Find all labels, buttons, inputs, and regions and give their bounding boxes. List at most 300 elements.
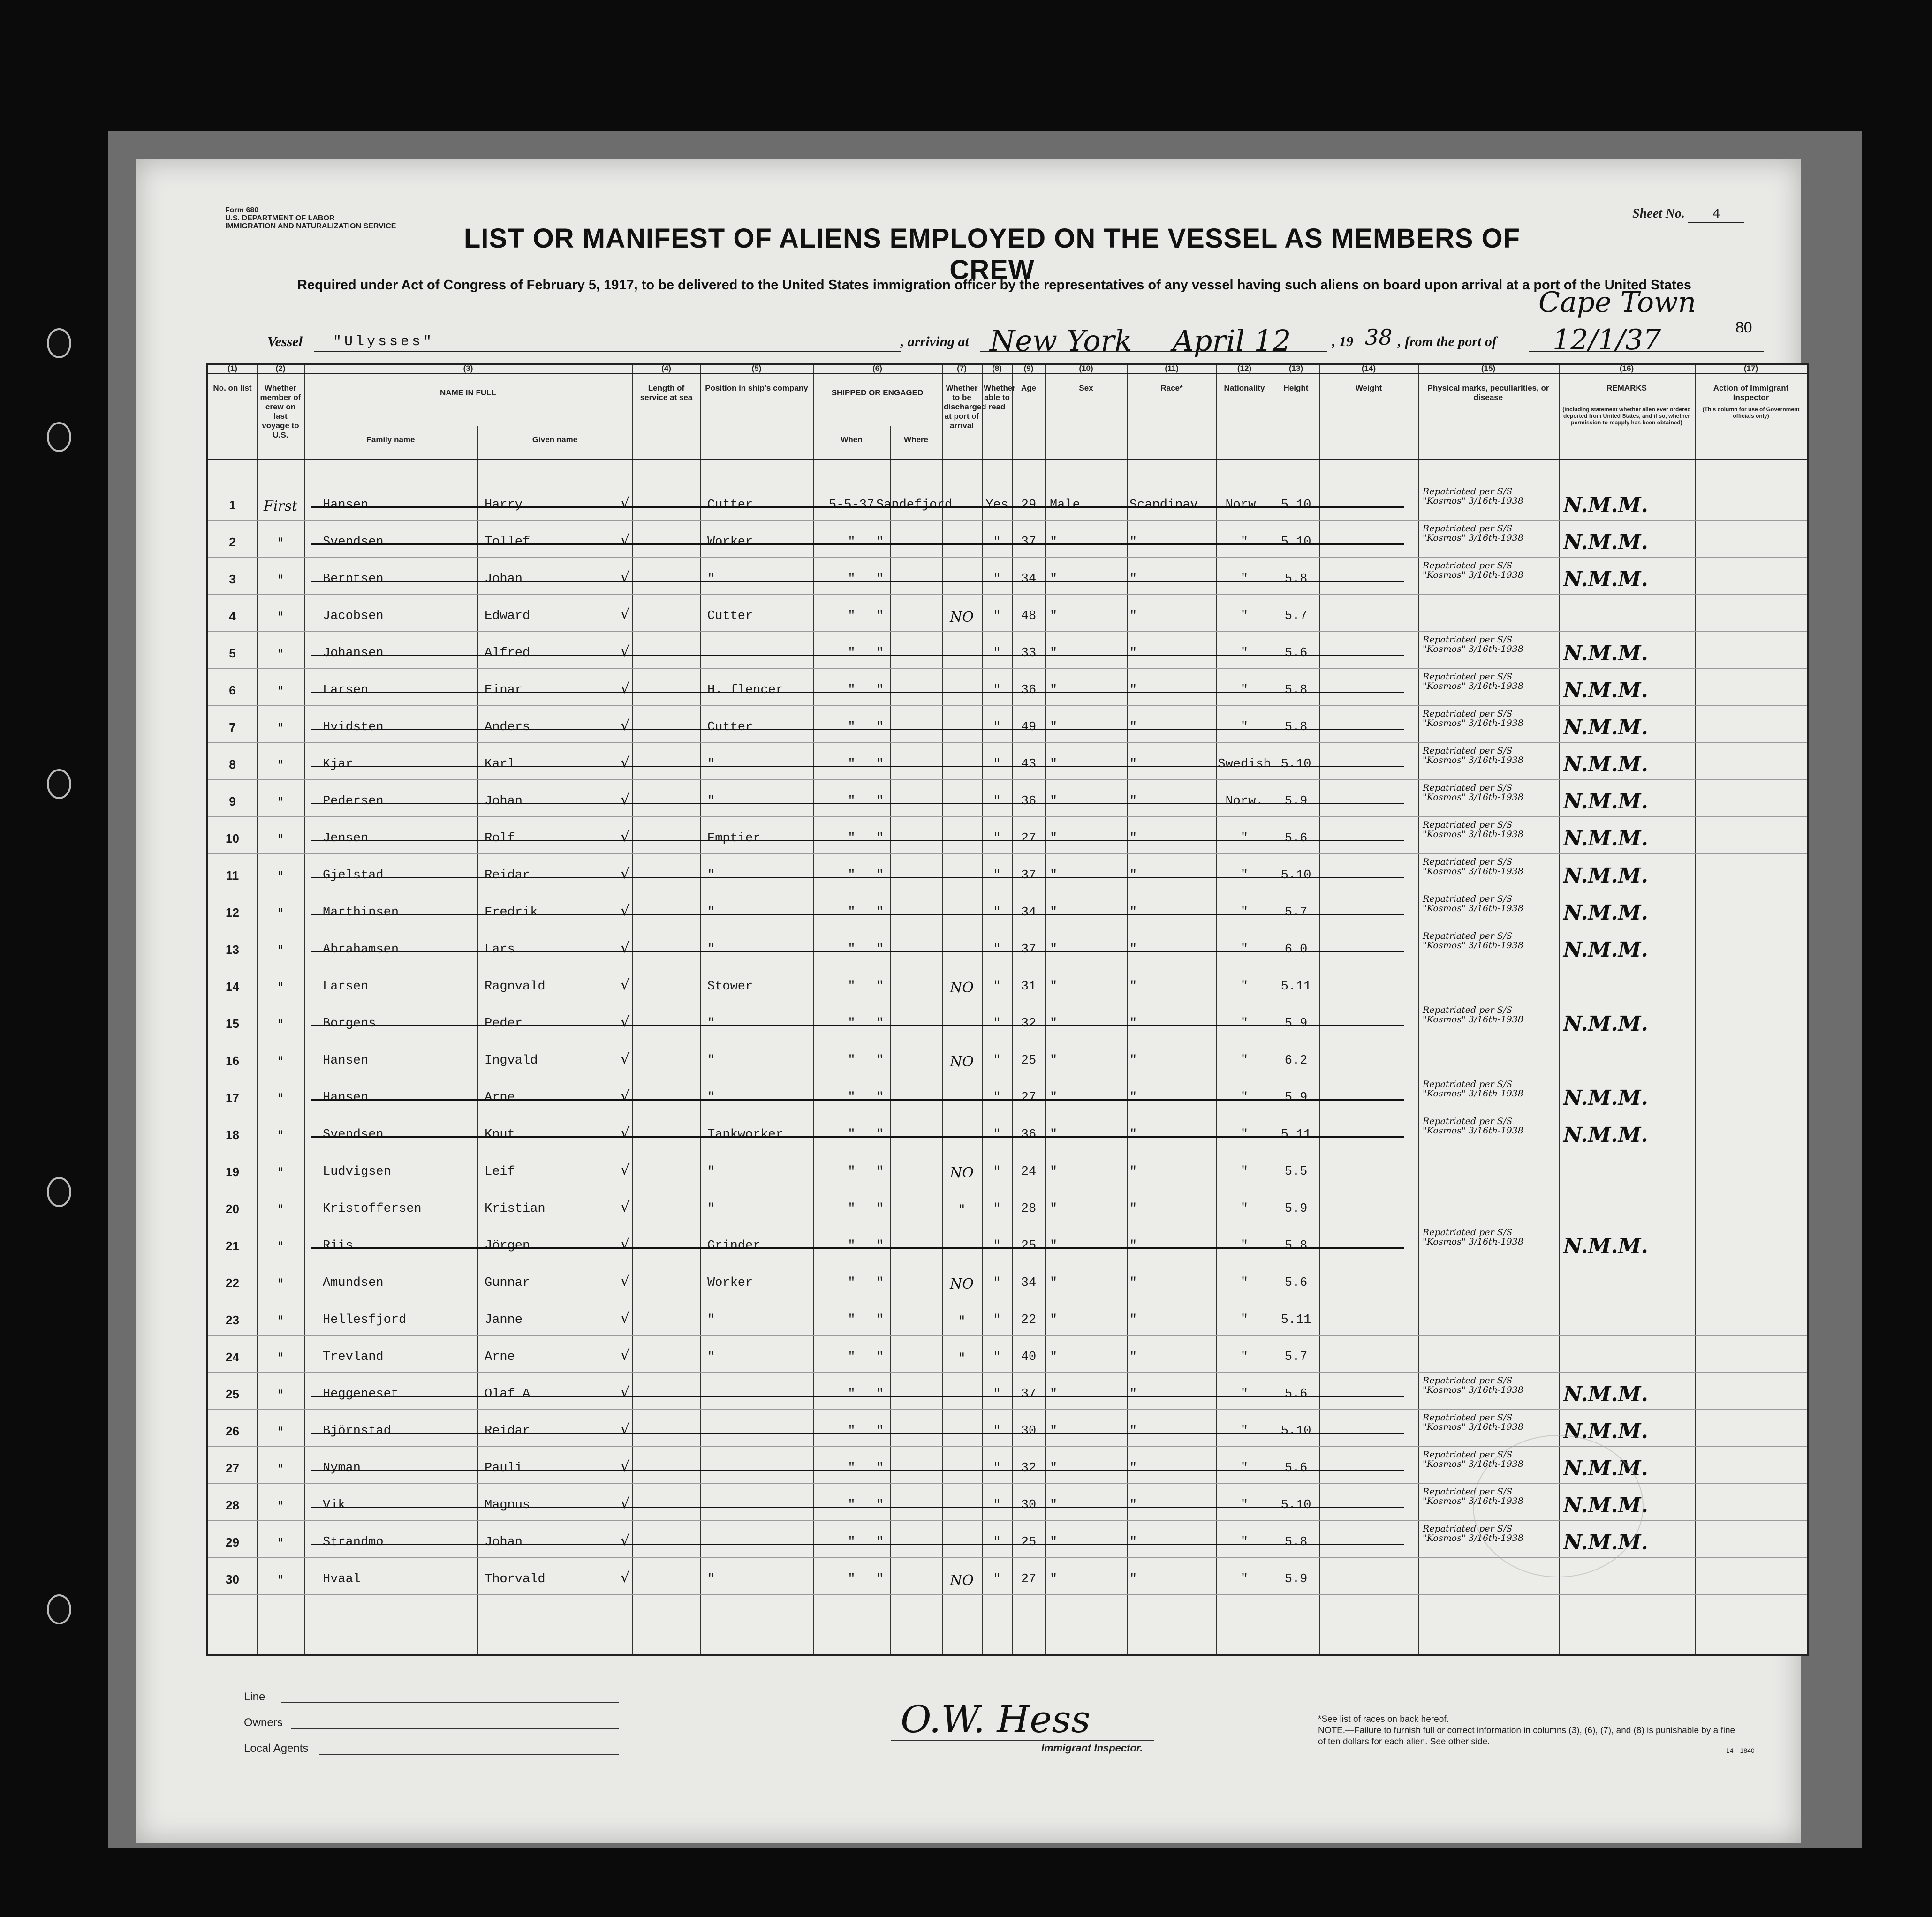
cell-position: " xyxy=(707,757,715,771)
cell-crew: " xyxy=(277,1128,284,1144)
strike-through-line xyxy=(311,1136,1404,1138)
cell-nationality: " xyxy=(1240,868,1249,883)
cell-when: " xyxy=(848,794,856,808)
cell-age: 34 xyxy=(1021,572,1037,586)
check-mark-icon: √ xyxy=(621,1125,630,1141)
cell-when: " xyxy=(848,831,856,845)
cell-sex: " xyxy=(1050,1165,1058,1179)
cell-race: " xyxy=(1129,720,1137,734)
cell-crew: First xyxy=(263,498,298,514)
cell-position: Grinder xyxy=(707,1239,761,1253)
table-row xyxy=(208,1117,1807,1154)
table-row xyxy=(208,487,1807,524)
cell-race: Scandinav xyxy=(1129,498,1198,512)
cell-no: 21 xyxy=(226,1239,239,1253)
cell-read: " xyxy=(993,609,1001,623)
cell-given: Magnus xyxy=(485,1498,530,1512)
column-number: (5) xyxy=(751,364,762,373)
cell-height: 5.10 xyxy=(1280,498,1311,512)
cell-nationality: " xyxy=(1240,831,1249,845)
cell-family: Jensen xyxy=(323,831,369,845)
cell-no: 14 xyxy=(226,980,239,994)
cell-where: " xyxy=(876,1017,884,1031)
cell-where: " xyxy=(876,757,884,771)
cell-nationality: " xyxy=(1240,1572,1249,1586)
cell-age: 36 xyxy=(1021,794,1037,808)
cell-nationality: " xyxy=(1240,1424,1249,1438)
cell-action: N.M.M. xyxy=(1563,864,1648,888)
cell-given: Leif xyxy=(485,1165,515,1179)
cell-position: Worker xyxy=(707,1276,753,1290)
column-subheader: Given name xyxy=(532,435,578,444)
cell-position: " xyxy=(707,1091,715,1105)
line-label: Line xyxy=(244,1691,265,1703)
cell-discharge: NO xyxy=(950,1165,974,1181)
cell-when: " xyxy=(848,1054,856,1068)
cell-age: 37 xyxy=(1021,943,1037,957)
cell-height: 5.10 xyxy=(1280,757,1311,771)
cell-given: Kristian xyxy=(485,1202,546,1216)
cell-nationality: " xyxy=(1240,943,1249,957)
cell-crew: " xyxy=(277,794,284,811)
cell-nationality: " xyxy=(1240,609,1249,623)
cell-race: " xyxy=(1129,1276,1137,1290)
cell-given: Rolf xyxy=(485,831,515,845)
cell-where: " xyxy=(876,535,884,549)
cell-where: " xyxy=(876,1239,884,1253)
cell-where: " xyxy=(876,794,884,808)
cell-race: " xyxy=(1129,1350,1137,1364)
cell-family: Svendsen xyxy=(323,535,384,549)
cell-position: " xyxy=(707,1054,715,1068)
cell-where: " xyxy=(876,906,884,920)
arriving-label: , arriving at xyxy=(901,334,969,349)
table-row xyxy=(208,746,1807,783)
cell-nationality: " xyxy=(1240,1350,1249,1364)
cell-read: " xyxy=(993,720,1001,734)
cell-read: " xyxy=(993,1313,1001,1327)
cell-when: 5-5-37 xyxy=(828,498,875,512)
cell-action: N.M.M. xyxy=(1563,493,1648,517)
cell-when: " xyxy=(848,757,856,771)
cell-family: Gjelstad xyxy=(323,868,384,883)
column-header: Sex xyxy=(1079,384,1093,392)
table-row xyxy=(208,931,1807,968)
strike-through-line xyxy=(311,1433,1404,1434)
cell-height: 5.7 xyxy=(1284,1350,1308,1364)
cell-read: Yes xyxy=(985,498,1008,512)
cell-sex: " xyxy=(1050,1017,1058,1031)
cell-read: " xyxy=(993,1350,1001,1364)
cell-remarks: Repatriated per S/S "Kosmos" 3/16th-1938 xyxy=(1423,523,1523,543)
cell-race: " xyxy=(1129,1387,1137,1401)
cell-height: 6.2 xyxy=(1284,1054,1308,1068)
cell-crew: " xyxy=(277,1498,284,1515)
check-mark-icon: √ xyxy=(621,792,630,808)
cell-position: " xyxy=(707,868,715,883)
cell-when: " xyxy=(848,868,856,883)
cell-where: Sandefjord xyxy=(876,498,953,512)
cell-nationality: " xyxy=(1240,535,1249,549)
column-number: (17) xyxy=(1743,364,1758,373)
cell-crew: " xyxy=(277,1239,284,1255)
cell-remarks: Repatriated per S/S "Kosmos" 3/16th-1938 xyxy=(1423,1079,1523,1099)
cell-family: Björnstad xyxy=(323,1424,391,1438)
cell-given: Thorvald xyxy=(485,1572,546,1586)
cell-read: " xyxy=(993,1387,1001,1401)
cell-height: 5.10 xyxy=(1280,868,1311,883)
column-number: (14) xyxy=(1361,364,1376,373)
cell-where: " xyxy=(876,1572,884,1586)
cell-given: Reidar xyxy=(485,1424,530,1438)
cell-nationality: Swedish xyxy=(1218,757,1271,771)
cell-no: 17 xyxy=(226,1091,239,1105)
cell-height: 5.11 xyxy=(1280,1128,1311,1142)
cell-when: " xyxy=(848,1350,856,1364)
cell-action: N.M.M. xyxy=(1563,1234,1648,1258)
column-header: Nationality xyxy=(1224,384,1265,392)
cell-sex: " xyxy=(1050,1572,1058,1586)
cell-age: 37 xyxy=(1021,535,1037,549)
column-number: (8) xyxy=(992,364,1002,373)
cell-when: " xyxy=(848,1128,856,1142)
cell-family: Larsen xyxy=(323,683,369,697)
column-subheader: Where xyxy=(904,435,928,444)
cell-age: 27 xyxy=(1021,1572,1037,1586)
column-header: Age xyxy=(1021,384,1037,392)
cell-family: Hvaal xyxy=(323,1572,361,1586)
footnote-penalty: NOTE.—Failure to furnish full or correct information in columns (3), (6), (7), and (8) is punishable by a fine of ten dollars for each alien. See other side. xyxy=(1318,1726,1735,1747)
table-row xyxy=(208,709,1807,746)
cell-position: " xyxy=(707,1165,715,1179)
cell-remarks: Repatriated per S/S "Kosmos" 3/16th-1938 xyxy=(1423,931,1523,951)
cell-crew: " xyxy=(277,1350,284,1366)
cell-action: N.M.M. xyxy=(1563,679,1648,702)
check-mark-icon: √ xyxy=(621,1310,630,1327)
cell-crew: " xyxy=(277,1054,284,1070)
table-row xyxy=(208,1005,1807,1042)
cell-nationality: " xyxy=(1240,1276,1249,1290)
cell-remarks: Repatriated per S/S "Kosmos" 3/16th-1938 xyxy=(1423,709,1523,728)
cell-age: 34 xyxy=(1021,906,1037,920)
cell-crew: " xyxy=(277,1424,284,1441)
column-note: (Including statement whether alien ever ordered deported from United States, and if so, whether permission to reapply has been obtained) xyxy=(1562,406,1691,426)
strike-through-line xyxy=(311,1099,1404,1101)
cell-race: " xyxy=(1129,980,1137,994)
cell-age: 37 xyxy=(1021,1387,1037,1401)
cell-family: Nyman xyxy=(323,1461,361,1475)
cell-crew: " xyxy=(277,720,284,737)
cell-where: " xyxy=(876,646,884,660)
cell-nationality: " xyxy=(1240,980,1249,994)
check-mark-icon: √ xyxy=(621,940,630,956)
cell-sex: " xyxy=(1050,757,1058,771)
strike-through-line xyxy=(311,840,1404,841)
column-subheader: Family name xyxy=(366,435,415,444)
strike-through-line xyxy=(311,914,1404,915)
cell-height: 5.8 xyxy=(1284,572,1308,586)
strike-through-line xyxy=(311,951,1404,952)
cell-family: Johansen xyxy=(323,646,384,660)
cell-remarks: Repatriated per S/S "Kosmos" 3/16th-1938 xyxy=(1423,1227,1523,1247)
cell-read: " xyxy=(993,572,1001,586)
cell-family: Amundsen xyxy=(323,1276,384,1290)
cell-race: " xyxy=(1129,535,1137,549)
page-title: LIST OR MANIFEST OF ALIENS EMPLOYED ON THE VESSEL AS MEMBERS OF CREW xyxy=(463,223,1521,285)
cell-given: Olaf A xyxy=(485,1387,530,1401)
cell-position: Tankworker xyxy=(707,1128,784,1142)
cell-no: 12 xyxy=(226,906,239,920)
cell-sex: " xyxy=(1050,794,1058,808)
cell-family: Svendsen xyxy=(323,1128,384,1142)
cell-crew: " xyxy=(277,980,284,996)
cell-age: 40 xyxy=(1021,1350,1037,1364)
cell-race: " xyxy=(1129,1165,1137,1179)
check-mark-icon: √ xyxy=(621,643,630,660)
check-mark-icon: √ xyxy=(621,1570,630,1586)
cell-where: " xyxy=(876,1498,884,1512)
column-header: Whether able to read xyxy=(984,384,1015,411)
form-code: 14—1840 xyxy=(1726,1747,1755,1754)
cell-age: 25 xyxy=(1021,1535,1037,1549)
sheet-number-label: Sheet No. xyxy=(1632,206,1685,221)
cell-discharge: NO xyxy=(950,1572,974,1589)
cell-family: Hansen xyxy=(323,1091,369,1105)
check-mark-icon: √ xyxy=(621,866,630,882)
cell-sex: " xyxy=(1050,1535,1058,1549)
cell-race: " xyxy=(1129,794,1137,808)
cell-no: 20 xyxy=(226,1202,239,1216)
cell-height: 5.8 xyxy=(1284,1239,1308,1253)
cell-given: Janne xyxy=(485,1313,523,1327)
cell-height: 5.6 xyxy=(1284,1276,1308,1290)
cell-where: " xyxy=(876,1535,884,1549)
cell-crew: " xyxy=(277,1017,284,1033)
year-prefix: , 19 xyxy=(1332,334,1353,349)
cell-crew: " xyxy=(277,1276,284,1292)
check-mark-icon: √ xyxy=(621,1532,630,1549)
cell-where: " xyxy=(876,1165,884,1179)
footnote-races: *See list of races on back hereof. xyxy=(1318,1714,1449,1724)
voyage-line xyxy=(244,286,1792,358)
strike-through-line xyxy=(311,692,1404,693)
binder-hole-icon xyxy=(47,1177,71,1207)
cell-age: 36 xyxy=(1021,1128,1037,1142)
agency-name: U.S. DEPARTMENT OF LABOR xyxy=(225,214,335,222)
cell-when: " xyxy=(848,683,856,697)
cell-age: 48 xyxy=(1021,609,1037,623)
cell-race: " xyxy=(1129,943,1137,957)
column-header: Action of Immigrant Inspector xyxy=(1713,384,1789,402)
arrival-date: April 12 xyxy=(1173,324,1291,358)
cell-age: 24 xyxy=(1021,1165,1037,1179)
cell-where: " xyxy=(876,1313,884,1327)
cell-family: Berntsen xyxy=(323,572,384,586)
cell-where: " xyxy=(876,683,884,697)
column-number: (4) xyxy=(661,364,671,373)
footnote xyxy=(1318,1714,1740,1748)
cell-remarks: Repatriated per S/S "Kosmos" 3/16th-1938 xyxy=(1423,1412,1523,1432)
binder-hole-icon xyxy=(47,328,71,358)
cell-race: " xyxy=(1129,831,1137,845)
cell-age: 30 xyxy=(1021,1424,1037,1438)
cell-position: Stower xyxy=(707,980,753,994)
cell-position: Emptier xyxy=(707,831,761,845)
cell-read: " xyxy=(993,757,1001,771)
cell-race: " xyxy=(1129,1017,1137,1031)
cell-position: " xyxy=(707,794,715,808)
signature-caption: Immigrant Inspector. xyxy=(1041,1742,1143,1754)
cell-race: " xyxy=(1129,609,1137,623)
cell-crew: " xyxy=(277,1387,284,1404)
cell-given: Knut xyxy=(485,1128,515,1142)
cell-family: Kristoffersen xyxy=(323,1202,422,1216)
cell-given: Einar xyxy=(485,683,523,697)
cell-race: " xyxy=(1129,1091,1137,1105)
check-mark-icon: √ xyxy=(621,569,630,586)
cell-no: 6 xyxy=(229,683,236,697)
cell-remarks: Repatriated per S/S "Kosmos" 3/16th-1938 xyxy=(1423,1116,1523,1136)
cell-age: 36 xyxy=(1021,683,1037,697)
cell-height: 5.8 xyxy=(1284,1535,1308,1549)
cell-family: Vik xyxy=(323,1498,346,1512)
cell-no: 1 xyxy=(229,498,236,512)
cell-sex: " xyxy=(1050,980,1058,994)
strike-through-line xyxy=(311,1507,1404,1508)
cell-sex: Male xyxy=(1050,498,1080,512)
cell-height: 5.9 xyxy=(1284,1091,1308,1105)
cell-action: N.M.M. xyxy=(1563,753,1648,777)
cell-remarks: Repatriated per S/S "Kosmos" 3/16th-1938 xyxy=(1423,1449,1523,1469)
from-label: , from the port of xyxy=(1398,334,1497,349)
cell-discharge: " xyxy=(958,1202,965,1218)
cell-height: 5.10 xyxy=(1280,535,1311,549)
cell-given: Fredrik xyxy=(485,906,538,920)
cell-when: " xyxy=(848,1313,856,1327)
cell-where: " xyxy=(876,1202,884,1216)
cell-height: 5.5 xyxy=(1284,1165,1308,1179)
cell-sex: " xyxy=(1050,1054,1058,1068)
vessel-name: "Ulysses" xyxy=(333,334,435,350)
cell-nationality: " xyxy=(1240,683,1249,697)
cell-where: " xyxy=(876,1128,884,1142)
cell-crew: " xyxy=(277,1091,284,1107)
cell-read: " xyxy=(993,1202,1001,1216)
cell-race: " xyxy=(1129,757,1137,771)
table-row xyxy=(208,672,1807,709)
cell-family: Ludvigsen xyxy=(323,1165,391,1179)
cell-when: " xyxy=(848,1276,856,1290)
cell-position: " xyxy=(707,1313,715,1327)
cell-where: " xyxy=(876,831,884,845)
cell-when: " xyxy=(848,572,856,586)
strike-through-line xyxy=(311,803,1404,804)
cell-when: " xyxy=(848,1461,856,1475)
cell-age: 25 xyxy=(1021,1239,1037,1253)
cell-no: 28 xyxy=(226,1498,239,1512)
strike-through-line xyxy=(311,1247,1404,1249)
cell-race: " xyxy=(1129,906,1137,920)
cell-position: Cutter xyxy=(707,498,753,512)
cell-crew: " xyxy=(277,868,284,885)
cell-sex: " xyxy=(1050,1387,1058,1401)
cell-read: " xyxy=(993,831,1001,845)
cell-race: " xyxy=(1129,1128,1137,1142)
cell-read: " xyxy=(993,868,1001,883)
cell-position: " xyxy=(707,943,715,957)
cell-age: 37 xyxy=(1021,868,1037,883)
cell-nationality: " xyxy=(1240,1387,1249,1401)
cell-sex: " xyxy=(1050,609,1058,623)
cell-sex: " xyxy=(1050,1202,1058,1216)
cell-action: N.M.M. xyxy=(1563,1419,1648,1443)
cell-where: " xyxy=(876,720,884,734)
cell-nationality: " xyxy=(1240,572,1249,586)
cell-no: 8 xyxy=(229,757,236,771)
cell-given: Anders xyxy=(485,720,530,734)
cell-action: N.M.M. xyxy=(1563,716,1648,740)
cell-remarks: Repatriated per S/S "Kosmos" 3/16th-1938 xyxy=(1423,1375,1523,1395)
check-mark-icon: √ xyxy=(621,977,630,993)
cell-nationality: " xyxy=(1240,1054,1249,1068)
cell-age: 32 xyxy=(1021,1017,1037,1031)
cell-race: " xyxy=(1129,646,1137,660)
cell-crew: " xyxy=(277,831,284,848)
cell-where: " xyxy=(876,1091,884,1105)
cell-nationality: " xyxy=(1240,720,1249,734)
binder-hole-icon xyxy=(47,1594,71,1624)
strike-through-line xyxy=(311,729,1404,730)
cell-sex: " xyxy=(1050,572,1058,586)
table-row xyxy=(208,857,1807,894)
cell-given: Johan xyxy=(485,794,523,808)
cell-age: 22 xyxy=(1021,1313,1037,1327)
cell-remarks: Repatriated per S/S "Kosmos" 3/16th-1938 xyxy=(1423,634,1523,654)
cell-given: Alfred xyxy=(485,646,530,660)
cell-position: Cutter xyxy=(707,609,753,623)
cell-race: " xyxy=(1129,1498,1137,1512)
cell-no: 11 xyxy=(226,868,239,883)
binder-hole-icon xyxy=(47,769,71,799)
column-number: (3) xyxy=(463,364,473,373)
cell-given: Reidar xyxy=(485,868,530,883)
cell-no: 24 xyxy=(226,1350,239,1364)
cell-read: " xyxy=(993,943,1001,957)
check-mark-icon: √ xyxy=(621,1088,630,1104)
cell-no: 19 xyxy=(226,1165,239,1179)
cell-when: " xyxy=(848,1572,856,1586)
cell-sex: " xyxy=(1050,1461,1058,1475)
cell-race: " xyxy=(1129,1054,1137,1068)
cell-no: 29 xyxy=(226,1535,239,1549)
cell-family: Jacobsen xyxy=(323,609,384,623)
cell-nationality: " xyxy=(1240,1128,1249,1142)
cell-height: 5.8 xyxy=(1284,720,1308,734)
check-mark-icon: √ xyxy=(621,829,630,845)
cell-when: " xyxy=(848,1165,856,1179)
arriving-port: New York xyxy=(990,324,1132,358)
cell-sex: " xyxy=(1050,683,1058,697)
cell-sex: " xyxy=(1050,831,1058,845)
cell-given: Pauli xyxy=(485,1461,523,1475)
cell-sex: " xyxy=(1050,868,1058,883)
check-mark-icon: √ xyxy=(621,1236,630,1253)
cell-where: " xyxy=(876,1387,884,1401)
cell-action: N.M.M. xyxy=(1563,530,1648,554)
cell-crew: " xyxy=(277,572,284,589)
cell-family: Trevland xyxy=(323,1350,384,1364)
column-subheader: When xyxy=(841,435,863,444)
